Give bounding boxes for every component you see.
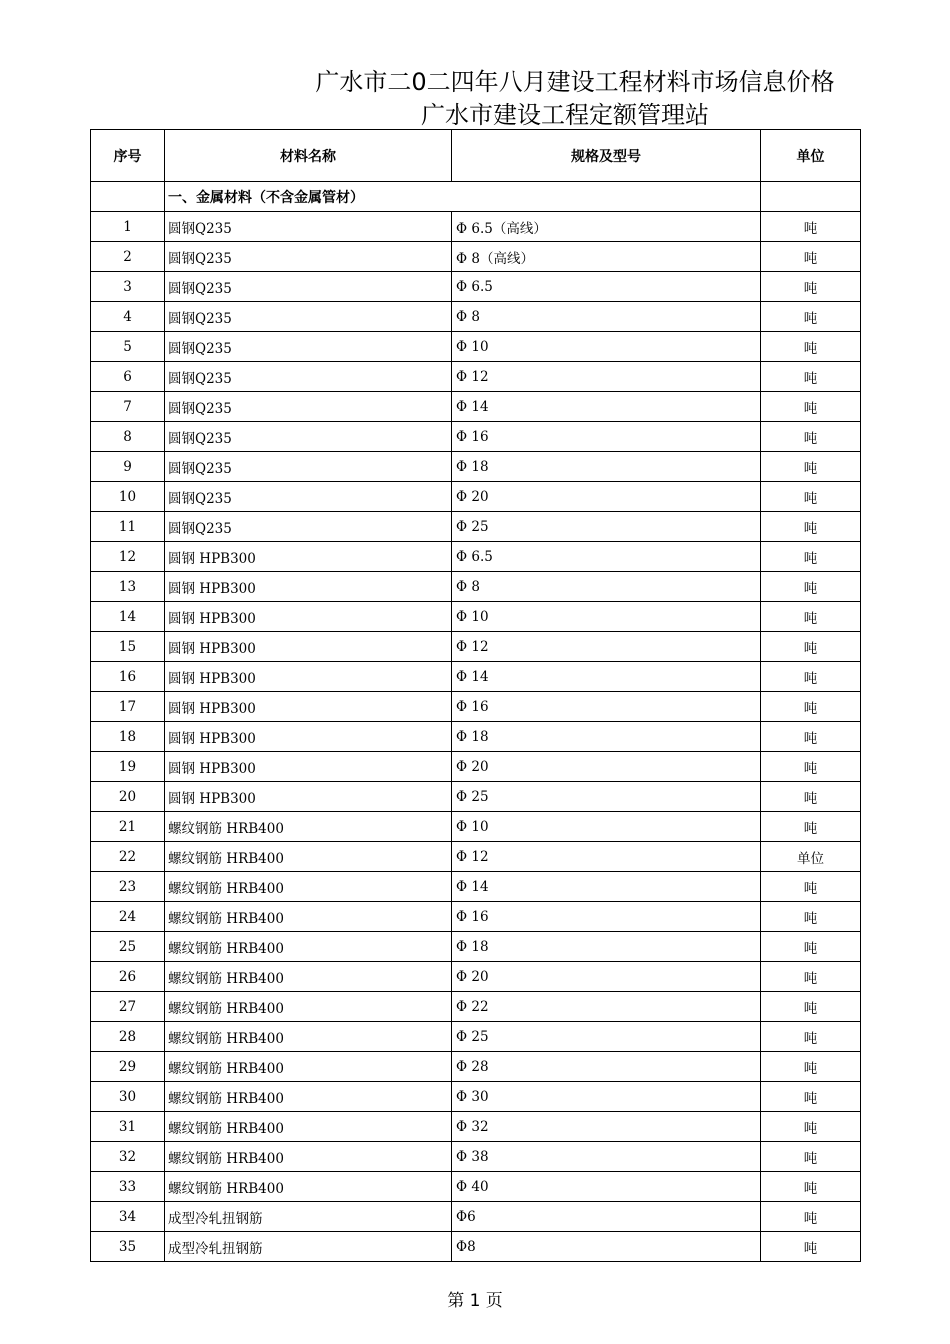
material-name: 螺纹钢筋 HRB400 (165, 932, 452, 962)
table-row (91, 272, 861, 302)
page-subtitle: 广水市建设工程定额管理站 (421, 101, 709, 129)
table-row (91, 1112, 861, 1142)
row-number: 15 (91, 632, 165, 662)
row-number: 26 (91, 962, 165, 992)
material-name: 圆钢Q235 (165, 452, 452, 482)
material-unit: 吨 (761, 482, 861, 512)
material-name: 螺纹钢筋 HRB400 (165, 992, 452, 1022)
table-row (91, 722, 861, 752)
material-name: 圆钢Q235 (165, 422, 452, 452)
material-unit: 吨 (761, 932, 861, 962)
material-unit: 单位 (761, 842, 861, 872)
material-unit: 吨 (761, 632, 861, 662)
material-spec: Φ 20 (452, 482, 761, 512)
material-spec: Φ 25 (452, 1022, 761, 1052)
material-unit: 吨 (761, 602, 861, 632)
material-unit: 吨 (761, 452, 861, 482)
header-row (91, 130, 861, 182)
table-row (91, 812, 861, 842)
material-name: 圆钢 HPB300 (165, 602, 452, 632)
material-spec: Φ 22 (452, 992, 761, 1022)
row-number: 31 (91, 1112, 165, 1142)
table-row (91, 962, 861, 992)
material-spec: Φ 40 (452, 1172, 761, 1202)
table-row (91, 1022, 861, 1052)
table-row (91, 662, 861, 692)
material-unit: 吨 (761, 662, 861, 692)
material-name: 圆钢Q235 (165, 272, 452, 302)
row-number: 4 (91, 302, 165, 332)
material-unit: 吨 (761, 422, 861, 452)
material-unit: 吨 (761, 512, 861, 542)
row-number: 6 (91, 362, 165, 392)
table-row (91, 362, 861, 392)
material-unit: 吨 (761, 752, 861, 782)
material-name: 圆钢Q235 (165, 362, 452, 392)
material-unit: 吨 (761, 1022, 861, 1052)
material-spec: Φ 14 (452, 662, 761, 692)
row-number: 21 (91, 812, 165, 842)
material-name: 圆钢 HPB300 (165, 632, 452, 662)
row-number: 10 (91, 482, 165, 512)
material-name: 成型冷轧扭钢筋 (165, 1232, 452, 1262)
material-spec: Φ 18 (452, 452, 761, 482)
material-unit: 吨 (761, 392, 861, 422)
material-spec: Φ 32 (452, 1112, 761, 1142)
row-number: 1 (91, 212, 165, 242)
table-row (91, 872, 861, 902)
material-name: 圆钢 HPB300 (165, 692, 452, 722)
material-name: 螺纹钢筋 HRB400 (165, 1052, 452, 1082)
row-number: 23 (91, 872, 165, 902)
table-row (91, 422, 861, 452)
material-unit: 吨 (761, 332, 861, 362)
material-spec: Φ 10 (452, 332, 761, 362)
material-spec: Φ 10 (452, 812, 761, 842)
material-name: 圆钢 HPB300 (165, 722, 452, 752)
row-number: 8 (91, 422, 165, 452)
material-spec: Φ 16 (452, 692, 761, 722)
material-name: 螺纹钢筋 HRB400 (165, 1112, 452, 1142)
material-name: 圆钢Q235 (165, 212, 452, 242)
material-unit: 吨 (761, 902, 861, 932)
row-number: 32 (91, 1142, 165, 1172)
row-number: 22 (91, 842, 165, 872)
table-row (91, 212, 861, 242)
material-unit: 吨 (761, 1232, 861, 1262)
material-spec: Φ 20 (452, 962, 761, 992)
table-row (91, 572, 861, 602)
material-unit: 吨 (761, 992, 861, 1022)
table-row (91, 692, 861, 722)
row-number: 20 (91, 782, 165, 812)
material-name: 圆钢Q235 (165, 332, 452, 362)
page-title: 广水市二0二四年八月建设工程材料市场信息价格 (315, 68, 835, 96)
row-number: 13 (91, 572, 165, 602)
row-number: 34 (91, 1202, 165, 1232)
row-number: 2 (91, 242, 165, 272)
material-spec: Φ 25 (452, 782, 761, 812)
material-spec: Φ 25 (452, 512, 761, 542)
table-row (91, 992, 861, 1022)
material-spec: Φ 38 (452, 1142, 761, 1172)
material-spec: Φ 18 (452, 722, 761, 752)
row-number: 28 (91, 1022, 165, 1052)
table-row (91, 302, 861, 332)
material-name: 螺纹钢筋 HRB400 (165, 1022, 452, 1052)
row-number: 25 (91, 932, 165, 962)
table-row (91, 482, 861, 512)
material-name: 圆钢 HPB300 (165, 542, 452, 572)
row-number: 35 (91, 1232, 165, 1262)
material-name: 圆钢Q235 (165, 512, 452, 542)
material-spec: Φ 8 (452, 572, 761, 602)
row-number: 33 (91, 1172, 165, 1202)
material-name: 螺纹钢筋 HRB400 (165, 1172, 452, 1202)
table-row (91, 452, 861, 482)
row-number: 17 (91, 692, 165, 722)
material-name: 圆钢 HPB300 (165, 572, 452, 602)
row-number: 29 (91, 1052, 165, 1082)
material-spec: Φ 20 (452, 752, 761, 782)
header-name: 材料名称 (165, 130, 452, 182)
row-number: 11 (91, 512, 165, 542)
material-spec: Φ8 (452, 1232, 761, 1262)
table-row (91, 782, 861, 812)
table-row (91, 1142, 861, 1172)
row-number: 18 (91, 722, 165, 752)
table-row (91, 512, 861, 542)
material-unit: 吨 (761, 1112, 861, 1142)
material-unit: 吨 (761, 812, 861, 842)
material-spec: Φ 14 (452, 392, 761, 422)
row-number: 9 (91, 452, 165, 482)
material-unit: 吨 (761, 1082, 861, 1112)
table-row (91, 902, 861, 932)
material-name: 圆钢 HPB300 (165, 662, 452, 692)
section-title: 一、金属材料（不含金属管材） (165, 182, 761, 212)
material-name: 圆钢 HPB300 (165, 752, 452, 782)
table-row (91, 602, 861, 632)
material-spec: Φ 8（高线） (452, 242, 761, 272)
material-spec: Φ 30 (452, 1082, 761, 1112)
material-name: 螺纹钢筋 HRB400 (165, 902, 452, 932)
material-spec: Φ 6.5（高线） (452, 212, 761, 242)
row-number: 3 (91, 272, 165, 302)
row-number: 16 (91, 662, 165, 692)
material-unit: 吨 (761, 692, 861, 722)
row-number: 12 (91, 542, 165, 572)
row-number: 5 (91, 332, 165, 362)
material-unit: 吨 (761, 1142, 861, 1172)
row-number: 7 (91, 392, 165, 422)
row-number: 14 (91, 602, 165, 632)
material-name: 成型冷轧扭钢筋 (165, 1202, 452, 1232)
material-unit: 吨 (761, 962, 861, 992)
material-name: 螺纹钢筋 HRB400 (165, 1082, 452, 1112)
row-number: 30 (91, 1082, 165, 1112)
row-number: 24 (91, 902, 165, 932)
material-unit: 吨 (761, 572, 861, 602)
table-row (91, 542, 861, 572)
material-spec: Φ 8 (452, 302, 761, 332)
row-number: 27 (91, 992, 165, 1022)
material-unit: 吨 (761, 212, 861, 242)
row-number: 19 (91, 752, 165, 782)
table-row (91, 332, 861, 362)
table-row (91, 752, 861, 782)
material-spec: Φ 16 (452, 902, 761, 932)
table-row (91, 632, 861, 662)
header-unit: 单位 (761, 130, 861, 182)
material-spec: Φ 12 (452, 632, 761, 662)
material-spec: Φ 14 (452, 872, 761, 902)
material-unit: 吨 (761, 722, 861, 752)
page-number: 第 1 页 (447, 1291, 503, 1311)
header-spec: 规格及型号 (452, 130, 761, 182)
material-spec: Φ 6.5 (452, 272, 761, 302)
table-row (91, 1232, 861, 1262)
material-spec: Φ 6.5 (452, 542, 761, 572)
material-spec: Φ 10 (452, 602, 761, 632)
material-unit: 吨 (761, 542, 861, 572)
material-unit: 吨 (761, 1172, 861, 1202)
material-name: 螺纹钢筋 HRB400 (165, 812, 452, 842)
material-name: 螺纹钢筋 HRB400 (165, 872, 452, 902)
table-row (91, 1082, 861, 1112)
material-name: 螺纹钢筋 HRB400 (165, 962, 452, 992)
table-row (91, 1172, 861, 1202)
material-name: 螺纹钢筋 HRB400 (165, 1142, 452, 1172)
price-table (90, 129, 861, 1262)
section-row (91, 182, 861, 212)
material-unit: 吨 (761, 1202, 861, 1232)
material-name: 圆钢Q235 (165, 242, 452, 272)
header-seq: 序号 (91, 130, 165, 182)
material-spec: Φ 18 (452, 932, 761, 962)
material-name: 圆钢 HPB300 (165, 782, 452, 812)
material-spec: Φ 28 (452, 1052, 761, 1082)
material-name: 圆钢Q235 (165, 392, 452, 422)
table-row (91, 932, 861, 962)
material-name: 圆钢Q235 (165, 482, 452, 512)
table-row (91, 392, 861, 422)
table-row (91, 242, 861, 272)
material-unit: 吨 (761, 242, 861, 272)
material-unit: 吨 (761, 1052, 861, 1082)
material-unit: 吨 (761, 362, 861, 392)
material-unit: 吨 (761, 272, 861, 302)
material-name: 螺纹钢筋 HRB400 (165, 842, 452, 872)
material-spec: Φ 16 (452, 422, 761, 452)
material-name: 圆钢Q235 (165, 302, 452, 332)
material-spec: Φ6 (452, 1202, 761, 1232)
material-unit: 吨 (761, 302, 861, 332)
table-row (91, 842, 861, 872)
table-row (91, 1052, 861, 1082)
table-row (91, 1202, 861, 1232)
material-spec: Φ 12 (452, 842, 761, 872)
material-spec: Φ 12 (452, 362, 761, 392)
material-unit: 吨 (761, 872, 861, 902)
material-unit: 吨 (761, 782, 861, 812)
